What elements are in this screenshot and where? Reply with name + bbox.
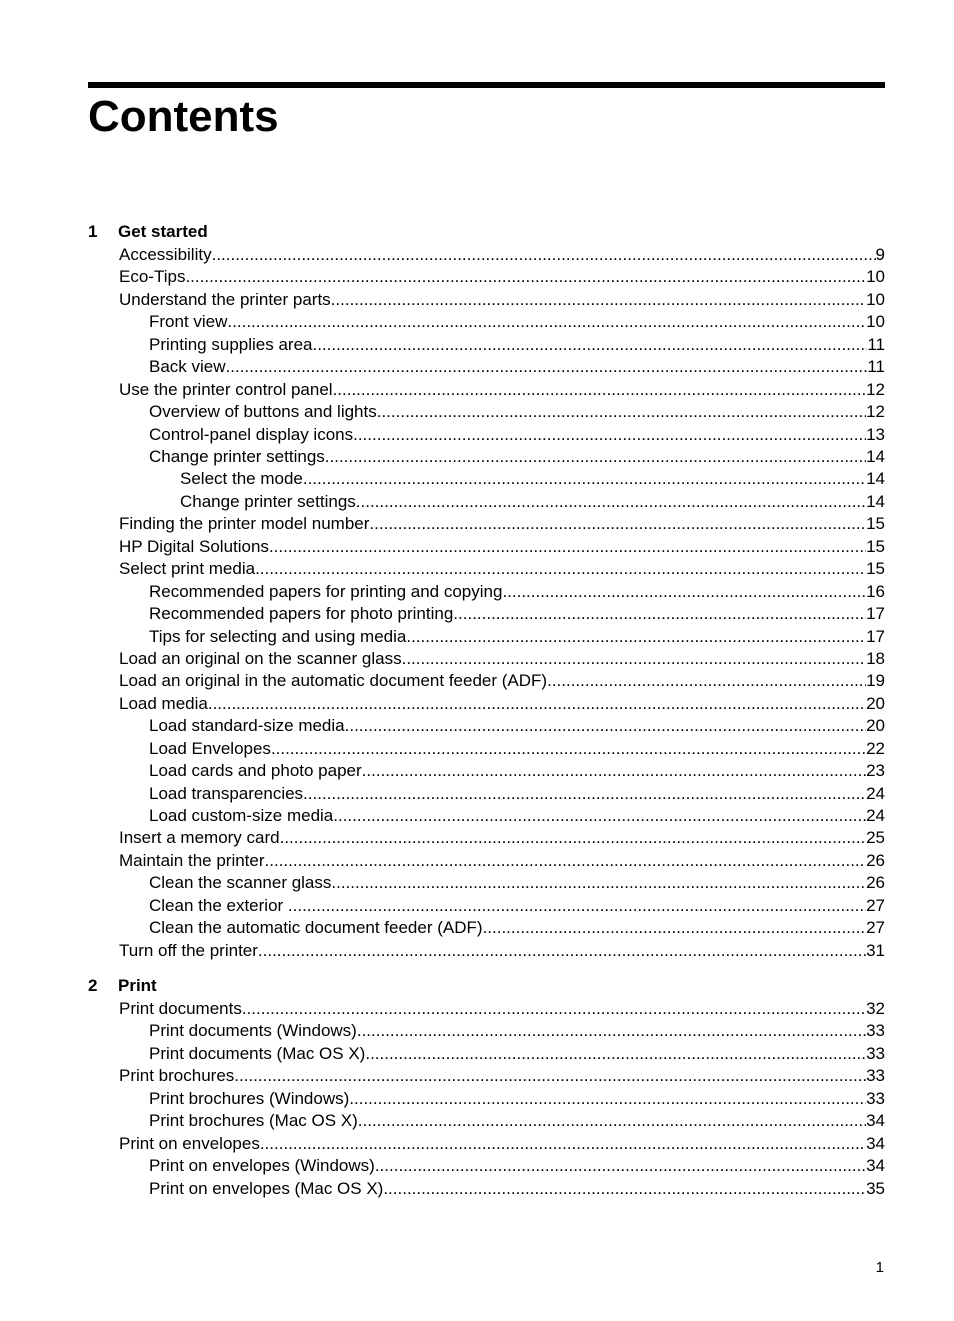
toc-entry-page: 19 xyxy=(866,671,885,691)
dot-leader xyxy=(312,334,867,356)
toc-entry-title: Print on envelopes xyxy=(119,1133,260,1153)
toc-entry[interactable] xyxy=(119,266,885,288)
toc-entry-page: 24 xyxy=(866,783,885,803)
toc-entry-title: Front view xyxy=(149,312,228,332)
toc-entry-title: Print brochures (Mac OS X) xyxy=(149,1111,358,1131)
dot-leader xyxy=(258,940,866,962)
dot-leader xyxy=(356,491,866,513)
toc-entry-page: 22 xyxy=(866,738,885,758)
toc-entry[interactable] xyxy=(149,1020,885,1042)
toc-entry-title: Load an original in the automatic document feeder (ADF) xyxy=(119,671,548,691)
dot-leader xyxy=(208,693,866,715)
toc-entry[interactable] xyxy=(180,491,885,513)
toc-entry[interactable] xyxy=(119,940,885,962)
toc-entry[interactable] xyxy=(149,1110,885,1132)
toc-entry[interactable] xyxy=(119,244,885,266)
dot-leader xyxy=(212,244,876,266)
dot-leader xyxy=(255,558,866,580)
toc-entry[interactable] xyxy=(149,715,885,737)
chapter-title: Print xyxy=(118,976,157,995)
dot-leader xyxy=(242,998,866,1020)
toc-entry-page: 34 xyxy=(866,1133,885,1153)
toc-entry-title: Load custom-size media xyxy=(149,806,334,825)
page-title: Contents xyxy=(88,92,279,141)
dot-leader xyxy=(288,895,866,917)
chapter-number: 2 xyxy=(88,976,98,995)
toc-entry-page: 35 xyxy=(866,1178,885,1198)
toc-entry-page: 25 xyxy=(866,828,885,848)
toc-entry[interactable] xyxy=(149,760,885,782)
toc-entry-title: Tips for selecting and using media xyxy=(149,626,407,646)
toc-entry-page: 20 xyxy=(866,716,885,736)
header-rule xyxy=(88,82,885,88)
toc-entry-page: 11 xyxy=(867,357,885,377)
dot-leader xyxy=(375,1155,866,1177)
toc-entry[interactable] xyxy=(149,334,885,356)
toc-entry-page: 33 xyxy=(866,1021,885,1041)
toc-entry-page: 26 xyxy=(866,873,885,893)
toc-entry-page: 14 xyxy=(866,469,885,489)
toc-entry-page: 26 xyxy=(866,850,885,870)
toc-entry-title: Use the printer control panel xyxy=(119,379,333,399)
toc-entry-title: HP Digital Solutions xyxy=(119,536,269,556)
toc-entry[interactable] xyxy=(149,895,885,917)
toc-entry[interactable] xyxy=(149,603,885,625)
dot-leader xyxy=(260,1133,866,1155)
toc-entry-title: Print documents xyxy=(119,999,242,1018)
toc-entry-page: 10 xyxy=(866,289,885,309)
toc-entry[interactable] xyxy=(119,1065,885,1087)
toc-entry-title: Change printer settings xyxy=(180,491,356,511)
toc-entry-page: 9 xyxy=(875,245,885,264)
toc-entry-title: Insert a memory card xyxy=(119,828,280,848)
dot-leader xyxy=(362,760,866,782)
toc-entry-title: Print brochures (Windows) xyxy=(149,1088,350,1108)
toc-entry-title: Clean the automatic document feeder (ADF) xyxy=(149,918,483,938)
toc-entry-page: 27 xyxy=(866,918,885,938)
toc-entry-page: 14 xyxy=(866,447,885,466)
toc-entry[interactable] xyxy=(119,998,885,1020)
dot-leader xyxy=(369,513,866,535)
dot-leader xyxy=(502,581,866,603)
toc-entry[interactable] xyxy=(119,513,885,535)
toc-entry-title: Print on envelopes (Mac OS X) xyxy=(149,1178,384,1198)
toc-entry-title: Control-panel display icons xyxy=(149,424,354,444)
dot-leader xyxy=(303,468,866,490)
toc-entry[interactable] xyxy=(149,783,885,805)
dot-leader xyxy=(453,603,866,625)
dot-leader xyxy=(227,311,866,333)
chapter-heading[interactable] xyxy=(88,975,885,997)
page-number: 1 xyxy=(875,1259,884,1276)
toc-entry[interactable] xyxy=(149,805,885,827)
toc-entry-page: 24 xyxy=(866,806,885,825)
toc-entry-title: Clean the scanner glass xyxy=(149,873,332,893)
toc-entry[interactable] xyxy=(149,1178,885,1200)
toc-entry-page: 33 xyxy=(866,1066,885,1086)
toc-entry[interactable] xyxy=(149,581,885,603)
toc-entry[interactable] xyxy=(180,468,885,490)
toc-entry-title: Select the mode xyxy=(180,469,303,489)
toc-entry-page: 12 xyxy=(866,379,885,399)
toc-entry[interactable] xyxy=(119,289,885,311)
toc-entry-title: Load cards and photo paper xyxy=(149,761,362,781)
dot-leader xyxy=(333,379,867,401)
toc-entry-title: Printing supplies area xyxy=(149,334,313,354)
toc-entry-page: 15 xyxy=(866,514,885,534)
dot-leader xyxy=(331,289,866,311)
dot-leader xyxy=(333,805,866,827)
dot-leader xyxy=(303,783,866,805)
dot-leader xyxy=(406,626,866,648)
toc-entry[interactable] xyxy=(149,401,885,423)
toc-entry-page: 34 xyxy=(866,1156,885,1176)
dot-leader xyxy=(402,648,866,670)
toc-entry-title: Print documents (Windows) xyxy=(149,1021,357,1041)
dot-leader xyxy=(345,715,866,737)
toc-entry[interactable] xyxy=(149,626,885,648)
dot-leader xyxy=(185,266,866,288)
toc-entry-title: Select print media xyxy=(119,559,256,579)
toc-entry[interactable] xyxy=(149,1043,885,1065)
toc-entry-title: Load media xyxy=(119,693,208,713)
toc-entry[interactable] xyxy=(149,311,885,333)
toc-entry-title: Back view xyxy=(149,357,226,377)
dot-leader xyxy=(483,917,867,939)
toc-entry[interactable] xyxy=(149,424,885,446)
toc-entry-page: 27 xyxy=(866,895,885,915)
toc-entry-page: 10 xyxy=(866,267,885,287)
toc-entry-title: Print on envelopes (Windows) xyxy=(149,1156,375,1176)
dot-leader xyxy=(377,401,866,423)
dot-leader xyxy=(383,1178,866,1200)
dot-leader xyxy=(234,1065,866,1087)
toc-entry-page: 14 xyxy=(866,491,885,511)
toc-entry-title: Eco-Tips xyxy=(119,267,186,287)
toc-entry[interactable] xyxy=(119,558,885,580)
toc-entry-title: Finding the printer model number xyxy=(119,514,370,534)
toc-entry-title: Accessibility xyxy=(119,245,212,264)
toc-entry-title: Clean the exterior xyxy=(149,895,288,915)
dot-leader xyxy=(271,738,866,760)
toc-entry-page: 32 xyxy=(866,999,885,1018)
toc-entry-page: 31 xyxy=(866,940,885,960)
dot-leader xyxy=(331,872,866,894)
toc-entry-title: Load Envelopes xyxy=(149,738,271,758)
toc-entry[interactable] xyxy=(149,872,885,894)
toc-entry-title: Print brochures xyxy=(119,1066,235,1086)
toc-entry[interactable] xyxy=(119,536,885,558)
toc-entry-title: Load an original on the scanner glass xyxy=(119,648,402,668)
toc-entry[interactable] xyxy=(119,693,885,715)
toc-entry[interactable] xyxy=(149,446,885,468)
toc-entry-page: 20 xyxy=(866,693,885,713)
toc-entry-title: Load transparencies xyxy=(149,783,304,803)
toc-entry[interactable] xyxy=(149,917,885,939)
toc-entry-page: 33 xyxy=(866,1088,885,1108)
toc-entry-title: Understand the printer parts xyxy=(119,289,331,309)
toc-entry-title: Maintain the printer xyxy=(119,850,265,870)
toc-entry-page: 17 xyxy=(866,626,885,646)
toc-entry-title: Recommended papers for printing and copying xyxy=(149,581,503,601)
toc-entry-page: 13 xyxy=(866,424,885,444)
chapter-heading[interactable] xyxy=(88,221,885,243)
toc-entry[interactable] xyxy=(119,827,885,849)
toc-entry-page: 23 xyxy=(866,761,885,781)
toc-entry[interactable] xyxy=(149,738,885,760)
dot-leader xyxy=(365,1043,866,1065)
chapter-number: 1 xyxy=(88,222,98,241)
toc-entry[interactable] xyxy=(149,1155,885,1177)
toc-entry-page: 10 xyxy=(866,312,885,332)
toc-entry-page: 17 xyxy=(866,604,885,623)
chapter-title: Get started xyxy=(118,222,208,241)
toc-entry-title: Recommended papers for photo printing xyxy=(149,604,454,623)
toc-entry[interactable] xyxy=(119,379,885,401)
toc-entry-page: 11 xyxy=(867,334,885,354)
toc-entry[interactable] xyxy=(149,1088,885,1110)
dot-leader xyxy=(547,670,866,692)
toc-entry-title: Load standard-size media xyxy=(149,716,345,736)
toc-entry-page: 15 xyxy=(866,559,885,579)
toc-entry-page: 34 xyxy=(866,1111,885,1131)
toc-entry-title: Turn off the printer xyxy=(119,940,258,960)
dot-leader xyxy=(265,850,867,872)
toc-entry-title: Print documents (Mac OS X) xyxy=(149,1043,366,1063)
dot-leader xyxy=(357,1020,866,1042)
toc-entry[interactable] xyxy=(119,1133,885,1155)
toc-entry-page: 12 xyxy=(866,402,885,422)
toc-entry[interactable] xyxy=(119,648,885,670)
toc-entry-page: 16 xyxy=(866,581,885,601)
dot-leader xyxy=(280,827,866,849)
toc-entry-title: Change printer settings xyxy=(149,447,325,466)
toc-entry-page: 15 xyxy=(866,536,885,556)
toc-entry[interactable] xyxy=(149,356,885,378)
toc-entry[interactable] xyxy=(119,850,885,872)
dot-leader xyxy=(226,356,868,378)
toc-entry-title: Overview of buttons and lights xyxy=(149,402,377,422)
dot-leader xyxy=(349,1088,866,1110)
dot-leader xyxy=(269,536,866,558)
dot-leader xyxy=(325,446,866,468)
dot-leader xyxy=(358,1110,866,1132)
toc-entry-page: 18 xyxy=(866,648,885,668)
toc-entry[interactable] xyxy=(119,670,885,692)
toc-entry-page: 33 xyxy=(866,1043,885,1063)
dot-leader xyxy=(353,424,866,446)
